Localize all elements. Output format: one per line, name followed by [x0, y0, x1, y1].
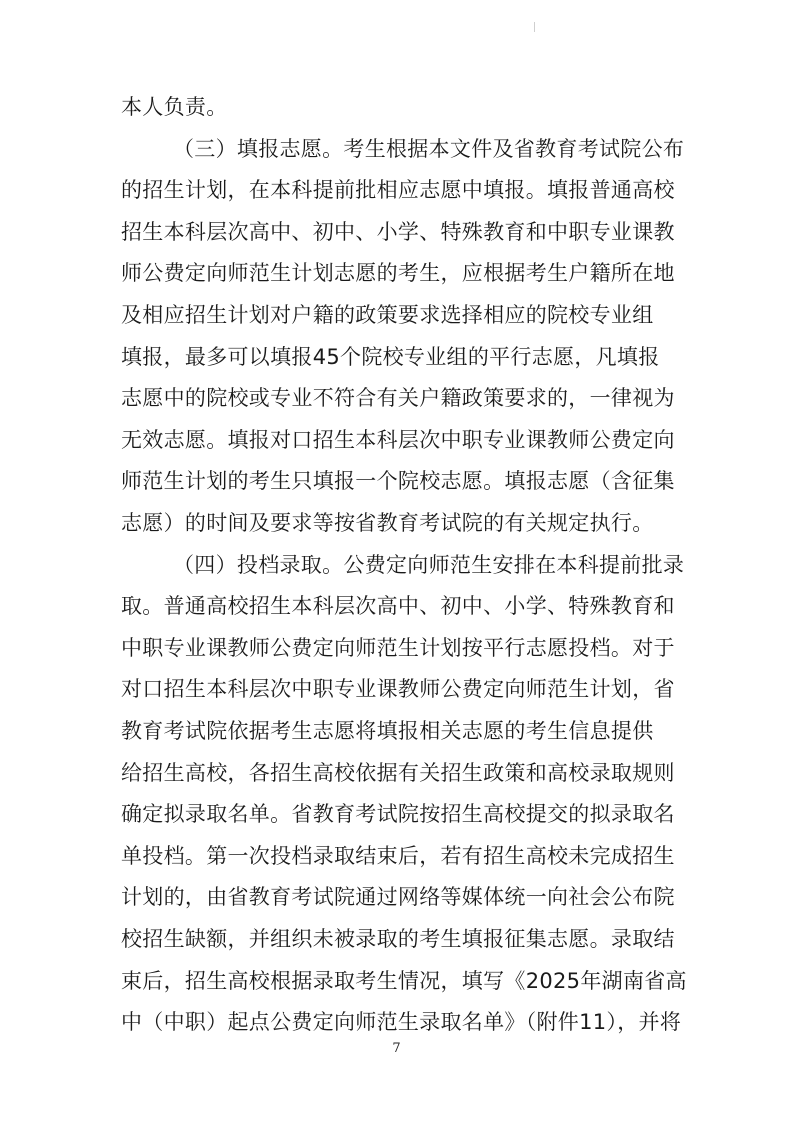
scan-mark	[534, 22, 535, 32]
text-line-21: 校招生缺额，并组织未被录取的考生填报征集志愿。录取结	[121, 927, 675, 951]
text-line-1: 本人负责。	[121, 95, 228, 119]
text-line-13: 取。普通高校招生本科层次高中、初中、小学、特殊教育和	[121, 594, 675, 619]
text-line-4: 招生本科层次高中、初中、小学、特殊教育和中职专业课教	[121, 219, 675, 244]
text-line-12: （四）投档录取。公费定向师范生安排在本科提前批录	[173, 552, 685, 577]
text-line-7: 填报，最多可以填报45个院校专业组的平行志愿，凡填报	[121, 344, 660, 369]
text-line-10: 师范生计划的考生只填报一个院校志愿。填报志愿（含征集	[121, 469, 675, 494]
text-line-16: 教育考试院依据考生志愿将填报相关志愿的考生信息提供	[121, 719, 654, 743]
text-line-15: 对口招生本科层次中职专业课教师公费定向师范生计划，省	[121, 677, 675, 702]
text-line-14: 中职专业课教师公费定向师范生计划按平行志愿投档。对于	[121, 635, 675, 660]
text-line-18: 确定拟录取名单。省教育考试院按招生高校提交的拟录取名	[121, 802, 675, 827]
text-line-8: 志愿中的院校或专业不符合有关户籍政策要求的，一律视为	[121, 386, 675, 411]
text-line-23: 中（中职）起点公费定向师范生录取名单》（附件11），并将	[121, 1010, 682, 1035]
text-line-19: 单投档。第一次投档录取结束后，若有招生高校未完成招生	[121, 843, 675, 868]
text-line-6: 及相应招生计划对户籍的政策要求选择相应的院校专业组	[121, 303, 654, 327]
text-line-17: 给招生高校，各招生高校依据有关招生政策和高校录取规则	[121, 760, 675, 785]
text-line-5: 师公费定向师范生计划志愿的考生，应根据考生户籍所在地	[121, 261, 675, 286]
page-number: 7	[392, 1041, 401, 1056]
text-line-3: 的招生计划，在本科提前批相应志愿中填报。填报普通高校	[121, 178, 675, 203]
text-line-9: 无效志愿。填报对口招生本科层次中职专业课教师公费定向	[121, 427, 675, 452]
text-line-20: 计划的，由省教育考试院通过网络等媒体统一向社会公布院	[121, 885, 675, 910]
text-line-2: （三）填报志愿。考生根据本文件及省教育考试院公布	[173, 136, 685, 161]
text-line-11: 志愿）的时间及要求等按省教育考试院的有关规定执行。	[121, 511, 654, 535]
text-line-22: 束后，招生高校根据录取考生情况，填写《2025年湖南省高	[121, 968, 687, 993]
